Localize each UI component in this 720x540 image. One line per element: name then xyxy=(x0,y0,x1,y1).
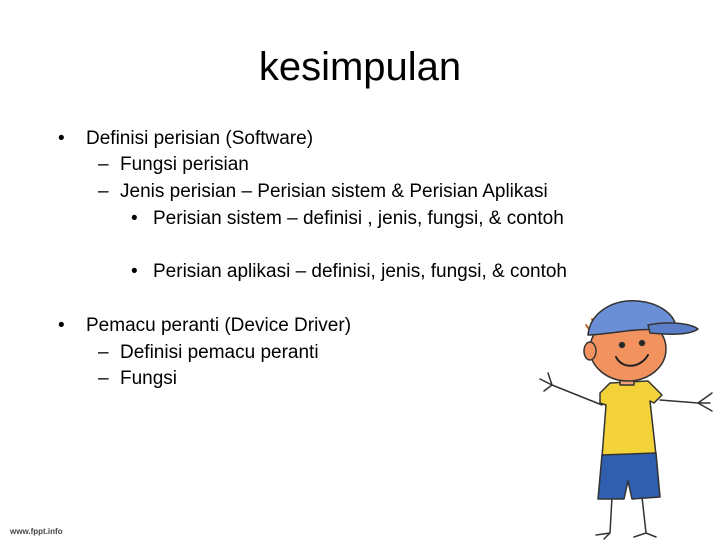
bullet-marker: • xyxy=(58,315,65,336)
sub-bullet-text: Definisi pemacu peranti xyxy=(120,342,319,363)
bullet-marker: • xyxy=(131,261,138,282)
cartoon-boy-illustration xyxy=(530,285,720,540)
sub-bullet-text: Jenis perisian – Perisian sistem & Perisian Aplikasi xyxy=(120,181,548,202)
bullet-item xyxy=(58,127,313,151)
dash-marker: – xyxy=(98,181,109,202)
dash-marker: – xyxy=(98,342,109,363)
footer-watermark: www.fppt.info xyxy=(10,527,63,536)
sub-bullet-item xyxy=(98,341,319,365)
sub-sub-bullet-text: Perisian aplikasi – definisi, jenis, fungsi, & contoh xyxy=(153,261,568,282)
sub-sub-bullet-text: Perisian sistem – definisi , jenis, fungsi, & contoh xyxy=(153,208,564,229)
sub-bullet-item xyxy=(98,180,548,204)
sub-bullet-item xyxy=(98,153,249,177)
bullet-marker: • xyxy=(58,128,65,149)
bullet-text: Definisi perisian (Software) xyxy=(86,128,314,149)
sub-sub-bullet-item xyxy=(131,260,567,284)
sub-sub-bullet-item xyxy=(131,207,564,231)
bullet-marker: • xyxy=(131,208,138,229)
bullet-text: Pemacu peranti (Device Driver) xyxy=(86,315,352,336)
sub-bullet-text: Fungsi xyxy=(120,368,178,389)
dash-marker: – xyxy=(98,368,109,389)
dash-marker: – xyxy=(98,154,109,175)
sub-bullet-item xyxy=(98,367,177,391)
slide-title: kesimpulan xyxy=(258,45,462,89)
bullet-item xyxy=(58,314,351,338)
boy-figure xyxy=(540,301,712,539)
sub-bullet-text: Fungsi perisian xyxy=(120,154,249,175)
